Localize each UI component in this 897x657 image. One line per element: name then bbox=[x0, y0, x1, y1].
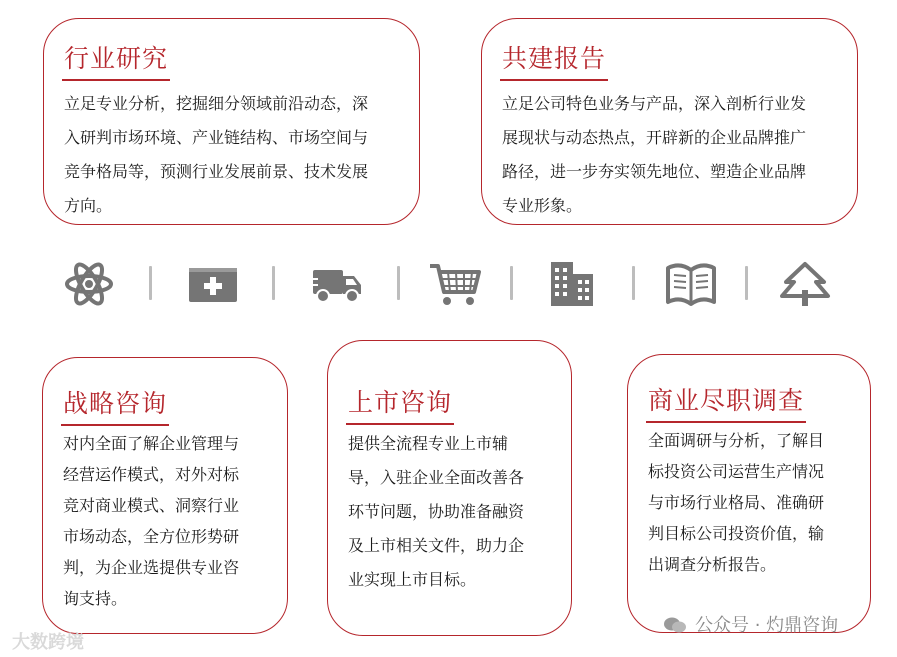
delivery-truck-icon bbox=[310, 260, 364, 308]
card-due-diligence bbox=[627, 354, 871, 633]
separator bbox=[510, 266, 513, 300]
text-line: 对内全面了解企业管理与 bbox=[63, 434, 240, 453]
card-description bbox=[64, 87, 405, 223]
wechat-icon bbox=[663, 616, 687, 634]
separator bbox=[397, 266, 400, 300]
card-title: 行业研究 bbox=[64, 39, 168, 75]
text-line: 提供全流程专业上市辅 bbox=[348, 434, 509, 453]
brand-watermark: 大数跨境 bbox=[12, 632, 84, 653]
text-line: 入研判市场环境、产业链结构、市场空间与 bbox=[64, 128, 369, 147]
text-line: 专业形象。 bbox=[502, 196, 583, 215]
book-icon bbox=[664, 260, 718, 308]
tree-icon bbox=[778, 260, 832, 308]
card-title: 商业尽职调查 bbox=[648, 381, 804, 417]
text-line: 路径，进一步夯实领先地位、塑造企业品牌 bbox=[502, 162, 807, 181]
text-line: 判目标公司投资价值，输 bbox=[648, 524, 825, 543]
card-title: 战略咨询 bbox=[63, 384, 167, 420]
text-line: 立足公司特色业务与产品，深入剖析行业发 bbox=[502, 94, 807, 113]
separator bbox=[149, 266, 152, 300]
watermark-text: 公众号 · 灼鼎咨询 bbox=[695, 615, 839, 636]
text-line: 竞争格局等，预测行业发展前景、技术发展 bbox=[64, 162, 369, 181]
text-line: 标投资公司运营生产情况 bbox=[648, 462, 825, 481]
separator bbox=[745, 266, 748, 300]
wechat-watermark bbox=[663, 611, 838, 637]
card-description bbox=[502, 87, 843, 223]
building-icon bbox=[545, 260, 599, 308]
text-line: 导，入驻企业全面改善各 bbox=[348, 468, 525, 487]
text-line: 询支持。 bbox=[63, 589, 128, 608]
text-line: 环节问题，协助准备融资 bbox=[348, 502, 525, 521]
card-title: 共建报告 bbox=[502, 39, 606, 75]
medical-kit-icon bbox=[186, 260, 240, 308]
text-line: 及上市相关文件，助力企 bbox=[348, 536, 525, 555]
text-line: 竞对商业模式、洞察行业 bbox=[63, 496, 240, 515]
card-ipo-consulting bbox=[327, 340, 572, 636]
separator bbox=[632, 266, 635, 300]
text-line: 全面调研与分析，了解目 bbox=[648, 431, 825, 450]
card-description bbox=[63, 428, 273, 614]
card-strategy-consulting bbox=[42, 357, 288, 634]
text-line: 与市场行业格局、准确研 bbox=[648, 493, 825, 512]
separator bbox=[272, 266, 275, 300]
shopping-cart-icon bbox=[428, 260, 482, 308]
text-line: 经营运作模式，对外对标 bbox=[63, 465, 240, 484]
card-description bbox=[648, 425, 856, 580]
text-line: 市场动态，全方位形势研 bbox=[63, 527, 240, 546]
card-joint-report bbox=[481, 18, 858, 225]
text-line: 判，为企业选提供专业咨 bbox=[63, 558, 240, 577]
text-line: 立足专业分析，挖掘细分领域前沿动态，深 bbox=[64, 94, 369, 113]
text-line: 方向。 bbox=[64, 196, 113, 215]
icon-row bbox=[0, 260, 897, 308]
text-line: 业实现上市目标。 bbox=[348, 570, 477, 589]
card-title: 上市咨询 bbox=[348, 383, 452, 419]
text-line: 展现状与动态热点，开辟新的企业品牌推广 bbox=[502, 128, 807, 147]
card-industry-research bbox=[43, 18, 420, 225]
atom-icon bbox=[62, 260, 116, 308]
card-description bbox=[348, 427, 557, 597]
text-line: 出调查分析报告。 bbox=[648, 555, 777, 574]
